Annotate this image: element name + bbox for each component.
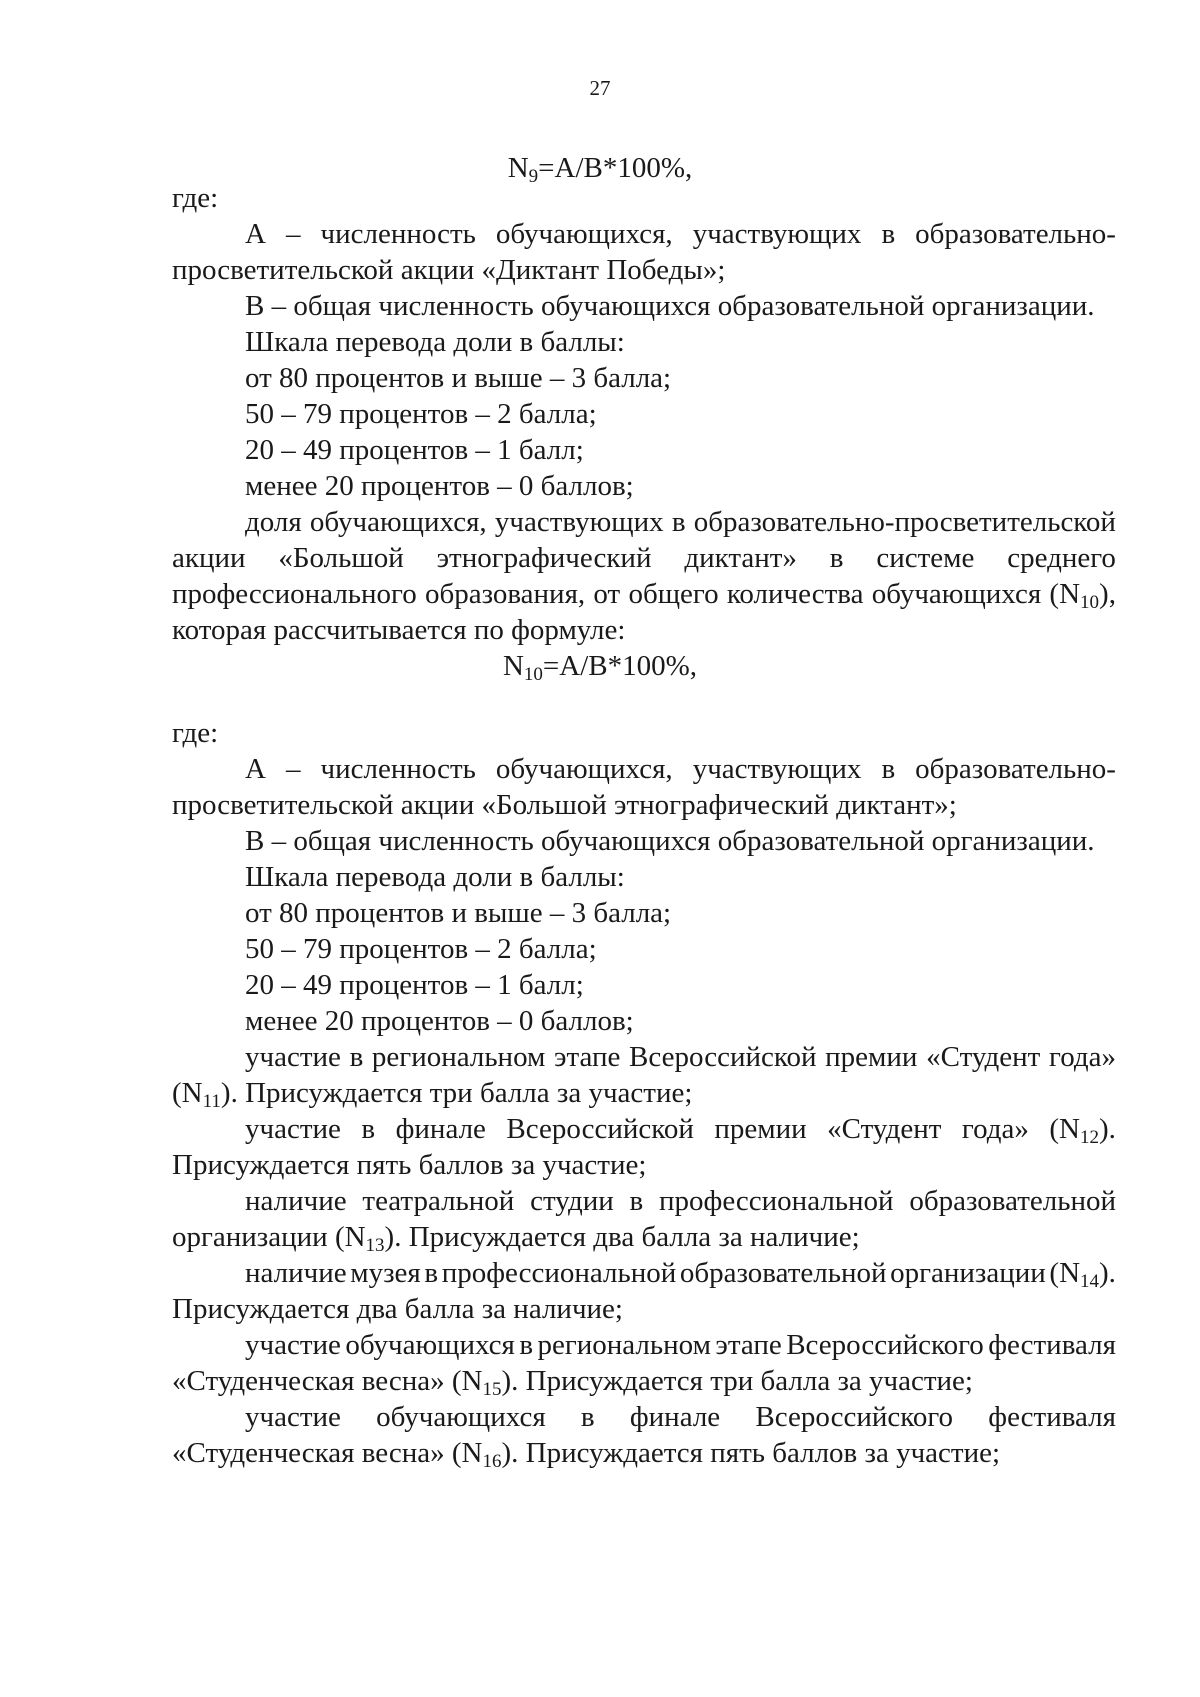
word: в <box>424 1257 439 1289</box>
word: «Студент <box>827 1113 942 1145</box>
word: количества <box>726 578 864 610</box>
word: финале <box>629 1401 721 1433</box>
word: финале <box>395 1113 486 1145</box>
line-text: просветительской акции «Большой этнографический диктант»; <box>172 789 957 821</box>
word: этапе <box>554 1041 621 1073</box>
word: $(N_{12})$. <box>1049 1113 1116 1148</box>
word: А <box>245 218 266 250</box>
word: в <box>881 753 896 785</box>
text-line <box>172 540 1116 576</box>
word: участвующих <box>692 218 862 250</box>
line-text: 20 – 49 процентов – 1 балл; <box>245 434 584 466</box>
text-line <box>172 1003 1116 1039</box>
line-text: где: <box>172 717 219 749</box>
word: $(N_{14})$. <box>1049 1257 1116 1292</box>
word: образования, <box>424 578 586 610</box>
line-text: Присуждается пять баллов за участие; <box>172 1149 647 1181</box>
formula-subscript: 10 <box>523 664 543 685</box>
text-line <box>172 931 1116 967</box>
word: акции <box>172 542 246 574</box>
word: региональном <box>371 1041 546 1073</box>
text-line <box>172 324 1116 360</box>
word: в <box>519 1329 534 1361</box>
word: Всероссийского <box>786 1329 984 1361</box>
line-text: от 80 процентов и выше – 3 балла; <box>245 362 672 394</box>
subscript: 10 <box>1080 592 1100 613</box>
subscript: 13 <box>365 1235 385 1256</box>
text-line <box>172 180 1116 216</box>
line-text: просветительской акции «Диктант Победы»; <box>172 254 726 286</box>
subscript: 12 <box>1080 1127 1099 1148</box>
line-text: организации (N <box>172 1221 366 1253</box>
text-line <box>172 252 1116 288</box>
line-text: ). Присуждается пять баллов за участие; <box>501 1437 1001 1469</box>
text-line <box>172 1219 1116 1255</box>
word: доля <box>245 506 302 538</box>
word: участвующих <box>692 753 862 785</box>
word: в <box>580 1401 595 1433</box>
word: Всероссийской <box>506 1113 694 1145</box>
word: года» <box>961 1113 1029 1145</box>
word: в <box>671 506 686 538</box>
text-block-1 <box>172 180 1116 648</box>
text-line <box>172 288 1116 324</box>
subscript: 16 <box>482 1451 502 1472</box>
text-line <box>172 1399 1116 1435</box>
word: наличие <box>245 1185 347 1217</box>
word: профессионального <box>172 578 417 610</box>
page-number: 27 <box>589 76 611 100</box>
text-line <box>172 715 1116 751</box>
line-text: где: <box>172 182 219 214</box>
word: образовательно- <box>915 753 1116 785</box>
line-text: ). Присуждается два балла за наличие; <box>384 1221 860 1253</box>
line-text: В – общая численность обучающихся образовательной организации. <box>245 290 1095 322</box>
word: фестиваля <box>988 1329 1116 1361</box>
word: участие <box>245 1401 341 1433</box>
line-text: 50 – 79 процентов – 2 балла; <box>245 398 597 430</box>
text-line <box>172 1291 1116 1327</box>
word: А <box>245 753 266 785</box>
line-text: менее 20 процентов – 0 баллов; <box>245 1005 634 1037</box>
formula-n10 <box>0 648 1200 684</box>
line-text: 20 – 49 процентов – 1 балл; <box>245 969 584 1001</box>
word: обучающихся <box>871 578 1042 610</box>
text-line <box>172 576 1116 612</box>
text-line <box>172 787 1116 823</box>
line-text: В – общая численность обучающихся образовательной организации. <box>245 825 1095 857</box>
word: региональном <box>537 1329 711 1361</box>
text-line <box>172 1039 1116 1075</box>
word: обучающихся <box>345 1329 515 1361</box>
text-line <box>172 823 1116 859</box>
line-text: Присуждается два балла за наличие; <box>172 1293 623 1325</box>
text-line <box>172 1435 1116 1471</box>
word: обучающихся, <box>495 218 673 250</box>
word: в <box>349 1041 364 1073</box>
word: в <box>881 218 896 250</box>
word: образовательно-просветительской <box>693 506 1116 538</box>
word: театральной <box>362 1185 515 1217</box>
text-line <box>172 1255 1116 1291</box>
text-line <box>172 1147 1116 1183</box>
word: этапе <box>715 1329 782 1361</box>
formula-prefix: N <box>502 650 524 682</box>
word: музея <box>350 1257 421 1289</box>
word: участие <box>245 1329 341 1361</box>
text-line <box>172 612 1116 648</box>
word: участие <box>245 1041 341 1073</box>
word: численность <box>320 753 476 785</box>
text-line <box>172 1183 1116 1219</box>
word: профессиональной <box>659 1185 894 1217</box>
formula-subscript: 9 <box>528 166 539 187</box>
word: «Большой <box>278 542 404 574</box>
text-line <box>172 859 1116 895</box>
text-line <box>172 1363 1116 1399</box>
word: образовательной <box>679 1257 887 1289</box>
line-text: «Студенческая весна» (N <box>172 1437 483 1469</box>
word: образовательной <box>909 1185 1116 1217</box>
word: обучающихся <box>376 1401 546 1433</box>
text-line <box>172 1111 1116 1147</box>
word: в <box>829 542 844 574</box>
word: в <box>361 1113 376 1145</box>
word: $(N_{10})$, <box>1049 578 1116 613</box>
word: в <box>629 1185 644 1217</box>
line-text: «Студенческая весна» (N <box>172 1365 483 1397</box>
subscript: 15 <box>482 1379 502 1400</box>
text-line <box>172 396 1116 432</box>
subscript: 14 <box>1080 1271 1100 1292</box>
word: премии <box>714 1113 807 1145</box>
word: – <box>285 218 301 250</box>
word: студии <box>530 1185 614 1217</box>
word: профессиональной <box>441 1257 677 1289</box>
text-block-2 <box>172 715 1116 1471</box>
line-text: 50 – 79 процентов – 2 балла; <box>245 933 597 965</box>
word: участие <box>245 1113 341 1145</box>
word: премии <box>825 1041 918 1073</box>
word: общего <box>628 578 719 610</box>
text-line <box>172 1075 1116 1111</box>
line-text: ). Присуждается три балла за участие; <box>220 1077 693 1109</box>
line-text: менее 20 процентов – 0 баллов; <box>245 470 634 502</box>
text-line <box>172 468 1116 504</box>
text-line <box>172 432 1116 468</box>
word: образовательно- <box>915 218 1116 250</box>
word: среднего <box>1007 542 1116 574</box>
line-text: (N <box>172 1077 203 1109</box>
word: Всероссийской <box>629 1041 817 1073</box>
subscript: 11 <box>202 1091 221 1112</box>
word: численность <box>320 218 476 250</box>
word: наличие <box>245 1257 347 1289</box>
line-text: от 80 процентов и выше – 3 балла; <box>245 897 672 929</box>
text-line <box>172 1327 1116 1363</box>
line-text: ). Присуждается три балла за участие; <box>501 1365 973 1397</box>
word: Всероссийского <box>755 1401 954 1433</box>
word: организации <box>890 1257 1046 1289</box>
text-line <box>172 967 1116 1003</box>
word: года» <box>1049 1041 1116 1073</box>
word: диктант» <box>684 542 797 574</box>
word: обучающихся, <box>495 753 673 785</box>
word: фестиваля <box>988 1401 1116 1433</box>
text-line <box>172 216 1116 252</box>
line-text: Шкала перевода доли в баллы: <box>245 861 625 893</box>
formula-suffix: =A/B*100%, <box>542 650 698 682</box>
word: участвующих <box>494 506 664 538</box>
word: обучающихся, <box>309 506 487 538</box>
text-line <box>172 895 1116 931</box>
text-line <box>172 751 1116 787</box>
formula-prefix: N <box>507 152 529 184</box>
word: «Студент <box>926 1041 1041 1073</box>
formula-suffix: =A/B*100%, <box>538 152 693 184</box>
word: этнографический <box>436 542 652 574</box>
text-line <box>172 504 1116 540</box>
word: – <box>285 753 301 785</box>
word: от <box>593 578 621 610</box>
text-line <box>172 360 1116 396</box>
line-text: которая рассчитывается по формуле: <box>172 614 626 646</box>
word: системе <box>876 542 975 574</box>
line-text: Шкала перевода доли в баллы: <box>245 326 625 358</box>
